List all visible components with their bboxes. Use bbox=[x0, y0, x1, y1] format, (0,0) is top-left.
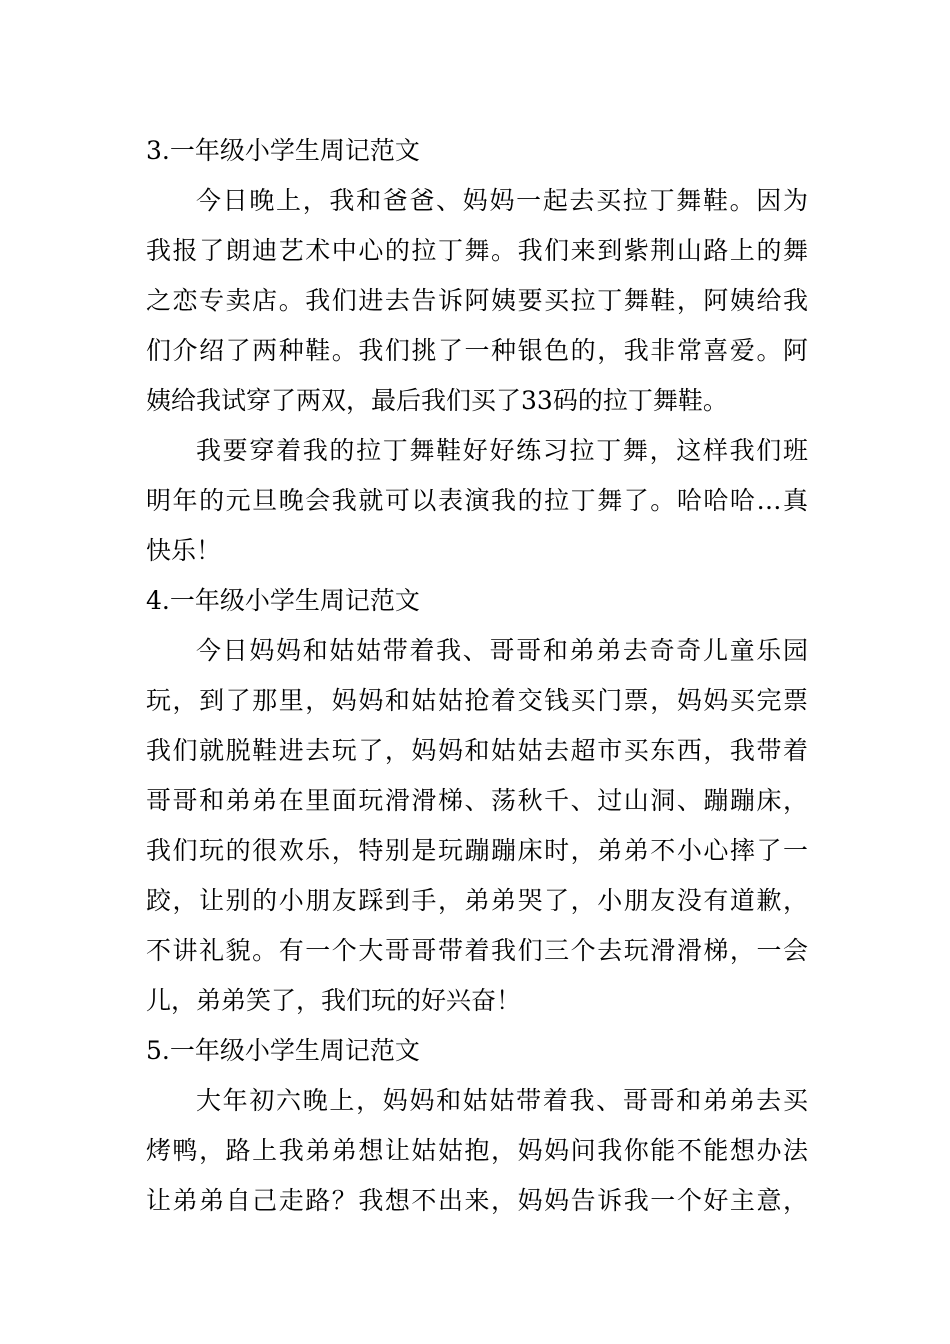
section-heading: 5.一年级小学生周记范文 bbox=[146, 1036, 420, 1065]
text-line: 儿，弟弟笑了，我们玩的好兴奋！ bbox=[146, 986, 522, 1015]
section-heading: 3.一年级小学生周记范文 bbox=[146, 136, 420, 165]
text-line: 姨给我试穿了两双，最后我们买了33码的拉丁舞鞋。 bbox=[146, 386, 728, 415]
text-line: 今日晚上，我和爸爸、妈妈一起去买拉丁舞鞋。因为 bbox=[196, 186, 808, 215]
text-line: 我报了朗迪艺术中心的拉丁舞。我们来到紫荆山路上的舞 bbox=[146, 236, 808, 265]
text-line: 我们就脱鞋进去玩了，妈妈和姑姑去超市买东西，我带着 bbox=[146, 736, 808, 765]
text-line: 玩，到了那里，妈妈和姑姑抢着交钱买门票，妈妈买完票 bbox=[146, 686, 808, 715]
text-line: 烤鸭，路上我弟弟想让姑姑抱，妈妈问我你能不能想办法 bbox=[146, 1136, 808, 1165]
text-line: 之恋专卖店。我们进去告诉阿姨要买拉丁舞鞋，阿姨给我 bbox=[146, 286, 808, 315]
paragraph bbox=[146, 1076, 808, 1226]
paragraph bbox=[146, 626, 808, 1026]
document-body bbox=[146, 126, 808, 1226]
text-line: 明年的元旦晚会我就可以表演我的拉丁舞了。哈哈哈…真 bbox=[146, 486, 808, 515]
text-line: 让弟弟自己走路？我想不出来，妈妈告诉我一个好主意， bbox=[146, 1186, 808, 1215]
text-line: 跤，让别的小朋友踩到手，弟弟哭了，小朋友没有道歉， bbox=[146, 886, 808, 915]
text-line: 哥哥和弟弟在里面玩滑滑梯、荡秋千、过山洞、蹦蹦床， bbox=[146, 786, 808, 815]
text-line: 们介绍了两种鞋。我们挑了一种银色的，我非常喜爱。阿 bbox=[146, 336, 808, 365]
text-line: 不讲礼貌。有一个大哥哥带着我们三个去玩滑滑梯，一会 bbox=[146, 936, 808, 965]
text-line: 今日妈妈和姑姑带着我、哥哥和弟弟去奇奇儿童乐园 bbox=[196, 636, 808, 665]
paragraph bbox=[146, 176, 808, 426]
essay-section-4 bbox=[146, 576, 808, 1026]
text-line: 我要穿着我的拉丁舞鞋好好练习拉丁舞，这样我们班 bbox=[196, 436, 808, 465]
section-heading: 4.一年级小学生周记范文 bbox=[146, 586, 420, 615]
essay-section-3 bbox=[146, 126, 808, 576]
text-line: 大年初六晚上，妈妈和姑姑带着我、哥哥和弟弟去买 bbox=[196, 1086, 808, 1115]
paragraph bbox=[146, 426, 808, 576]
essay-section-5 bbox=[146, 1026, 808, 1226]
text-line: 我们玩的很欢乐，特别是玩蹦蹦床时，弟弟不小心摔了一 bbox=[146, 836, 808, 865]
text-line: 快乐！ bbox=[146, 536, 222, 565]
